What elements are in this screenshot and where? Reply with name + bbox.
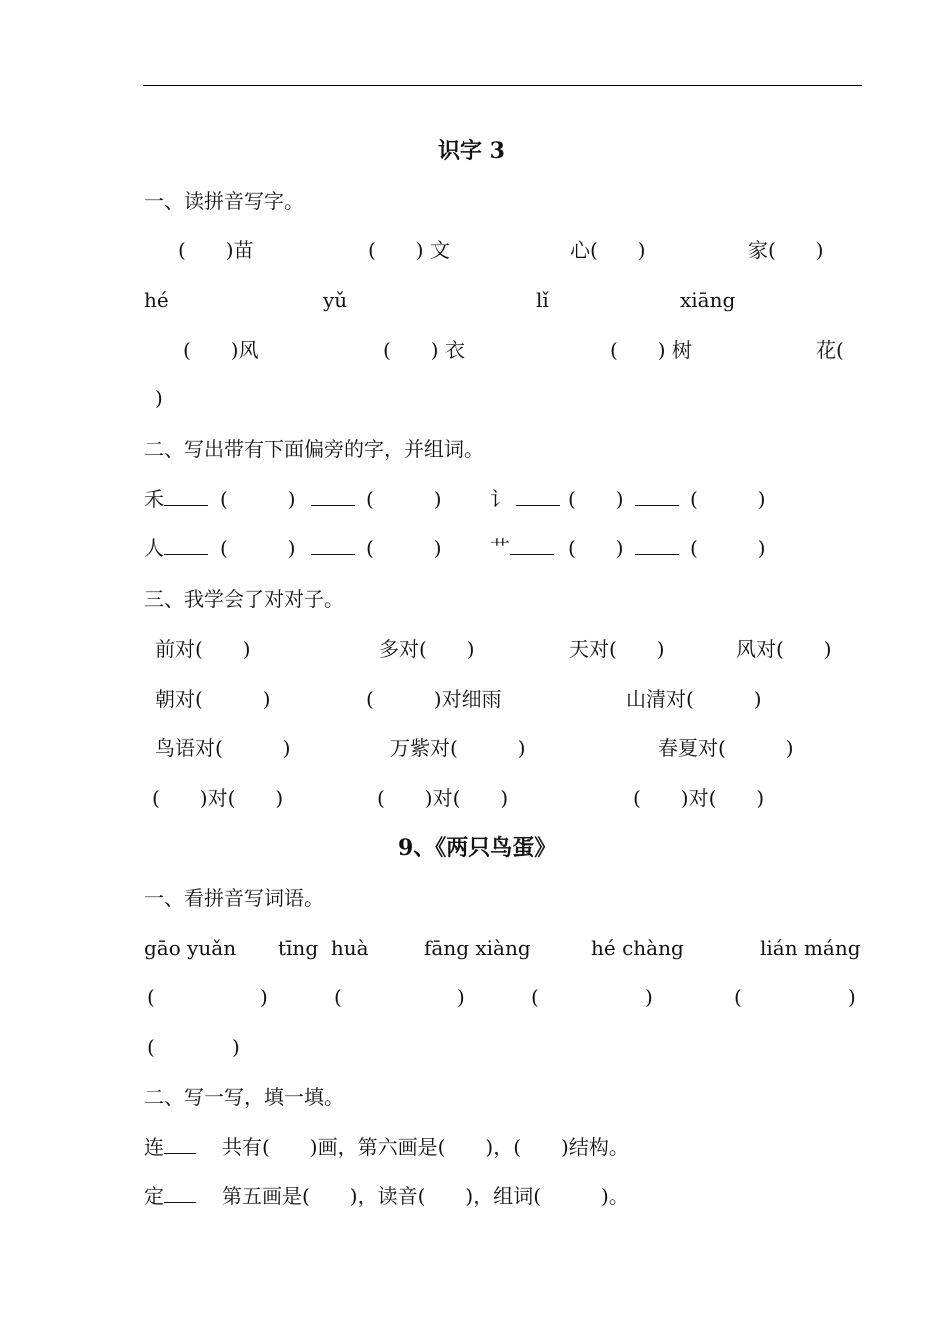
radical: 讠	[490, 484, 560, 514]
question-heading: 二、写一写，填一填。	[144, 1085, 344, 1109]
blank-line[interactable]	[164, 485, 208, 506]
question-row	[0, 584, 950, 614]
fill-item[interactable]: ( )风	[183, 338, 259, 362]
radical-row	[0, 484, 950, 514]
blank-line[interactable]	[510, 534, 554, 555]
couplet-item[interactable]: 朝对( )	[155, 687, 271, 711]
question-heading: 二、写出带有下面偏旁的字，并组词。	[144, 437, 484, 461]
pinyin-row	[0, 933, 950, 963]
question-heading: 一、读拼音写字。	[144, 189, 304, 213]
title-row	[0, 833, 950, 863]
stroke-question[interactable]: 共有( )画，第六画是( )，( )结构。	[222, 1135, 629, 1159]
pinyin: hé chàng	[591, 936, 684, 960]
paren-open[interactable]: (	[734, 985, 742, 1009]
paren-close[interactable]: )	[260, 985, 268, 1009]
pinyin: hé	[144, 288, 169, 312]
char-label: 定	[144, 1181, 196, 1211]
stroke-row	[0, 1132, 950, 1162]
couplet-row	[0, 684, 950, 714]
char-label: 连	[144, 1132, 196, 1162]
paren-open[interactable]: (	[147, 1035, 155, 1059]
pinyin: lián máng	[760, 936, 861, 960]
section-title: 9、《两只鸟蛋》	[398, 835, 557, 861]
fill-item[interactable]: 家( )	[748, 238, 824, 262]
paren[interactable]: ( )	[366, 487, 442, 511]
blank-line[interactable]	[164, 1133, 196, 1154]
question-row	[0, 186, 950, 216]
paren[interactable]: ( )	[220, 536, 296, 560]
couplet-item[interactable]: ( )对( )	[377, 786, 509, 810]
couplet-item[interactable]: 多对( )	[379, 637, 475, 661]
stroke-row	[0, 1181, 950, 1211]
paren-row	[0, 982, 950, 1012]
paren[interactable]: ( )	[690, 487, 766, 511]
couplet-item[interactable]: 天对( )	[569, 637, 665, 661]
paren-close[interactable]: )	[457, 985, 465, 1009]
radical: 艹	[490, 533, 554, 563]
fill-item[interactable]: 花(	[816, 338, 844, 362]
blank-line[interactable]	[635, 484, 679, 514]
fill-item[interactable]: ( ) 文	[368, 238, 450, 262]
question-heading: 三、我学会了对对子。	[144, 587, 344, 611]
pinyin: lǐ	[536, 288, 549, 312]
pinyin-row	[0, 285, 950, 315]
answer-row	[0, 383, 950, 413]
answer-row	[0, 235, 950, 265]
fill-item[interactable]: ( ) 衣	[383, 338, 465, 362]
section-title: 识字 3	[438, 138, 505, 164]
couplet-row	[0, 634, 950, 664]
paren-close[interactable]: )	[645, 985, 653, 1009]
couplet-item[interactable]: 山清对( )	[626, 687, 762, 711]
radical: 人	[144, 533, 208, 563]
couplet-row	[0, 733, 950, 763]
question-heading: 一、看拼音写词语。	[144, 886, 324, 910]
fill-item[interactable]: ( )苗	[178, 238, 254, 262]
radical: 禾	[144, 484, 208, 514]
pinyin: gāo yuǎn	[144, 936, 237, 960]
paren-open[interactable]: (	[147, 985, 155, 1009]
couplet-item[interactable]: 万紫对( )	[390, 736, 526, 760]
radical-row	[0, 533, 950, 563]
couplet-item[interactable]: ( )对细雨	[366, 687, 502, 711]
stroke-question[interactable]: 第五画是( )，读音( )，组词( )。	[222, 1184, 629, 1208]
paren-row	[0, 1032, 950, 1062]
paren[interactable]: ( )	[690, 536, 766, 560]
blank-line[interactable]	[635, 533, 679, 563]
blank-line[interactable]	[164, 1182, 196, 1203]
paren[interactable]: ( )	[220, 487, 296, 511]
blank-line[interactable]	[311, 533, 355, 563]
pinyin: yǔ	[323, 288, 348, 312]
answer-row	[0, 335, 950, 365]
question-row	[0, 1082, 950, 1112]
fill-item: )	[155, 386, 163, 410]
paren-open[interactable]: (	[334, 985, 342, 1009]
pinyin: tīng huà	[278, 936, 369, 960]
blank-line[interactable]	[516, 485, 560, 506]
paren[interactable]: ( )	[366, 536, 442, 560]
pinyin: fāng xiàng	[424, 936, 531, 960]
couplet-item[interactable]: ( )对( )	[633, 786, 765, 810]
fill-item[interactable]: ( ) 树	[610, 338, 692, 362]
pinyin: xiāng	[680, 288, 736, 312]
paren-open[interactable]: (	[531, 985, 539, 1009]
couplet-item[interactable]: 鸟语对( )	[155, 736, 291, 760]
couplet-item[interactable]: ( )对( )	[152, 786, 284, 810]
blank-line[interactable]	[311, 484, 355, 514]
couplet-item[interactable]: 前对( )	[155, 637, 251, 661]
paren-close[interactable]: )	[232, 1035, 240, 1059]
paren[interactable]: ( )	[568, 487, 624, 511]
couplet-row	[0, 783, 950, 813]
paren-close[interactable]: )	[848, 985, 856, 1009]
blank-line[interactable]	[164, 534, 208, 555]
question-row	[0, 883, 950, 913]
couplet-item[interactable]: 风对( )	[736, 637, 832, 661]
question-row	[0, 434, 950, 464]
paren[interactable]: ( )	[568, 536, 624, 560]
couplet-item[interactable]: 春夏对( )	[658, 736, 794, 760]
fill-item[interactable]: 心( )	[570, 238, 646, 262]
title-row	[0, 136, 950, 166]
header-rule	[143, 85, 862, 86]
